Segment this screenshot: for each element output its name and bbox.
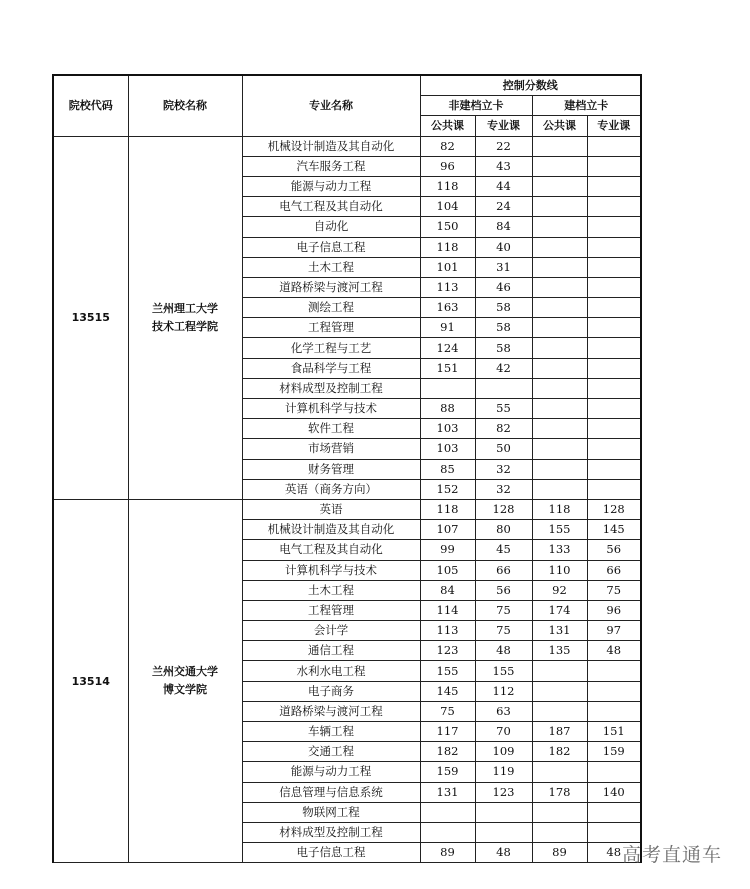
non-record-public-score: 99	[420, 540, 475, 560]
non-record-public-score: 75	[420, 701, 475, 721]
non-record-public-score: 114	[420, 600, 475, 620]
non-record-public-score: 150	[420, 217, 475, 237]
non-record-public-score: 118	[420, 176, 475, 196]
record-public-score: 118	[532, 499, 587, 519]
major-name: 市场营销	[242, 439, 420, 459]
major-name: 材料成型及控制工程	[242, 822, 420, 842]
non-record-professional-score: 40	[475, 237, 532, 257]
non-record-public-score: 91	[420, 318, 475, 338]
major-name: 车辆工程	[242, 722, 420, 742]
record-public-score	[532, 217, 587, 237]
non-record-public-score: 82	[420, 136, 475, 156]
non-record-professional-score: 50	[475, 439, 532, 459]
major-name: 物联网工程	[242, 802, 420, 822]
school-name	[128, 136, 242, 499]
non-record-public-score: 113	[420, 621, 475, 641]
record-public-score: 174	[532, 600, 587, 620]
non-record-professional-score: 70	[475, 722, 532, 742]
header-record: 建档立卡	[532, 96, 641, 116]
non-record-professional-score: 112	[475, 681, 532, 701]
record-professional-score	[587, 338, 641, 358]
school-name-line: 兰州交通大学	[152, 665, 218, 679]
non-record-professional-score: 42	[475, 358, 532, 378]
non-record-professional-score: 55	[475, 399, 532, 419]
non-record-professional-score: 32	[475, 479, 532, 499]
non-record-professional-score: 75	[475, 600, 532, 620]
major-name: 电气工程及其自动化	[242, 197, 420, 217]
record-public-score	[532, 257, 587, 277]
major-name: 计算机科学与技术	[242, 399, 420, 419]
record-public-score	[532, 318, 587, 338]
record-public-score: 89	[532, 843, 587, 863]
table-header	[53, 75, 641, 136]
major-name: 机械设计制造及其自动化	[242, 136, 420, 156]
record-public-score	[532, 822, 587, 842]
non-record-professional-score: 155	[475, 661, 532, 681]
non-record-public-score: 85	[420, 459, 475, 479]
major-name: 通信工程	[242, 641, 420, 661]
non-record-professional-score: 48	[475, 843, 532, 863]
record-professional-score: 48	[587, 843, 641, 863]
non-record-public-score: 118	[420, 499, 475, 519]
major-name: 土木工程	[242, 580, 420, 600]
record-professional-score	[587, 277, 641, 297]
record-professional-score: 145	[587, 520, 641, 540]
record-public-score	[532, 298, 587, 318]
non-record-professional-score: 58	[475, 318, 532, 338]
non-record-professional-score: 58	[475, 298, 532, 318]
non-record-public-score: 123	[420, 641, 475, 661]
header-control-score: 控制分数线	[420, 75, 641, 96]
non-record-professional-score	[475, 822, 532, 842]
major-name: 软件工程	[242, 419, 420, 439]
major-name: 汽车服务工程	[242, 156, 420, 176]
record-professional-score	[587, 762, 641, 782]
record-professional-score	[587, 217, 641, 237]
non-record-professional-score: 48	[475, 641, 532, 661]
record-professional-score: 56	[587, 540, 641, 560]
record-public-score	[532, 439, 587, 459]
record-professional-score: 66	[587, 560, 641, 580]
non-record-public-score: 113	[420, 277, 475, 297]
record-professional-score	[587, 701, 641, 721]
record-public-score: 182	[532, 742, 587, 762]
school-name-line: 博文学院	[163, 683, 207, 697]
non-record-public-score: 118	[420, 237, 475, 257]
record-professional-score: 96	[587, 600, 641, 620]
record-public-score	[532, 358, 587, 378]
non-record-professional-score	[475, 802, 532, 822]
non-record-professional-score: 56	[475, 580, 532, 600]
record-professional-score: 159	[587, 742, 641, 762]
record-professional-score	[587, 156, 641, 176]
major-name: 交通工程	[242, 742, 420, 762]
record-professional-score	[587, 257, 641, 277]
record-public-score	[532, 277, 587, 297]
major-name: 测绘工程	[242, 298, 420, 318]
non-record-professional-score: 24	[475, 197, 532, 217]
major-name: 化学工程与工艺	[242, 338, 420, 358]
non-record-public-score: 182	[420, 742, 475, 762]
non-record-professional-score: 32	[475, 459, 532, 479]
major-name: 材料成型及控制工程	[242, 378, 420, 398]
table-row	[53, 136, 641, 156]
non-record-public-score: 105	[420, 560, 475, 580]
non-record-professional-score: 123	[475, 782, 532, 802]
record-professional-score	[587, 661, 641, 681]
non-record-public-score: 107	[420, 520, 475, 540]
non-record-professional-score: 45	[475, 540, 532, 560]
record-public-score: 92	[532, 580, 587, 600]
non-record-professional-score: 82	[475, 419, 532, 439]
header-public-course: 公共课	[532, 116, 587, 136]
non-record-professional-score: 109	[475, 742, 532, 762]
non-record-public-score	[420, 378, 475, 398]
major-name: 食品科学与工程	[242, 358, 420, 378]
non-record-professional-score: 58	[475, 338, 532, 358]
record-professional-score	[587, 399, 641, 419]
major-name: 能源与动力工程	[242, 762, 420, 782]
record-public-score	[532, 459, 587, 479]
header-professional-course: 专业课	[475, 116, 532, 136]
record-public-score	[532, 661, 587, 681]
non-record-public-score: 103	[420, 439, 475, 459]
non-record-public-score: 84	[420, 580, 475, 600]
non-record-public-score: 145	[420, 681, 475, 701]
non-record-public-score	[420, 822, 475, 842]
record-professional-score	[587, 459, 641, 479]
score-table	[52, 74, 642, 863]
major-name: 水利水电工程	[242, 661, 420, 681]
major-name: 信息管理与信息系统	[242, 782, 420, 802]
major-name: 电气工程及其自动化	[242, 540, 420, 560]
record-professional-score	[587, 318, 641, 338]
record-public-score	[532, 176, 587, 196]
non-record-public-score: 163	[420, 298, 475, 318]
record-public-score: 110	[532, 560, 587, 580]
record-professional-score	[587, 197, 641, 217]
non-record-public-score: 117	[420, 722, 475, 742]
record-public-score	[532, 762, 587, 782]
non-record-public-score: 124	[420, 338, 475, 358]
non-record-professional-score: 119	[475, 762, 532, 782]
non-record-professional-score: 66	[475, 560, 532, 580]
record-public-score	[532, 237, 587, 257]
record-professional-score	[587, 358, 641, 378]
non-record-professional-score: 75	[475, 621, 532, 641]
non-record-public-score: 89	[420, 843, 475, 863]
major-name: 道路桥梁与渡河工程	[242, 701, 420, 721]
record-professional-score	[587, 802, 641, 822]
record-professional-score: 75	[587, 580, 641, 600]
major-name: 英语（商务方向）	[242, 479, 420, 499]
major-name: 计算机科学与技术	[242, 560, 420, 580]
non-record-professional-score: 128	[475, 499, 532, 519]
record-public-score: 178	[532, 782, 587, 802]
non-record-public-score: 96	[420, 156, 475, 176]
record-public-score	[532, 378, 587, 398]
major-name: 财务管理	[242, 459, 420, 479]
major-name: 工程管理	[242, 600, 420, 620]
record-public-score	[532, 338, 587, 358]
record-public-score	[532, 156, 587, 176]
record-public-score: 187	[532, 722, 587, 742]
record-public-score	[532, 197, 587, 217]
record-professional-score	[587, 176, 641, 196]
non-record-public-score: 88	[420, 399, 475, 419]
record-professional-score: 140	[587, 782, 641, 802]
record-public-score: 133	[532, 540, 587, 560]
record-professional-score: 48	[587, 641, 641, 661]
major-name: 电子信息工程	[242, 237, 420, 257]
header-professional-course: 专业课	[587, 116, 641, 136]
major-name: 自动化	[242, 217, 420, 237]
non-record-public-score: 104	[420, 197, 475, 217]
school-name-line: 技术工程学院	[152, 319, 218, 333]
school-name	[128, 499, 242, 862]
record-professional-score	[587, 419, 641, 439]
major-name: 工程管理	[242, 318, 420, 338]
record-public-score	[532, 479, 587, 499]
record-professional-score	[587, 681, 641, 701]
record-professional-score	[587, 439, 641, 459]
non-record-professional-score: 63	[475, 701, 532, 721]
non-record-professional-score: 44	[475, 176, 532, 196]
record-professional-score: 97	[587, 621, 641, 641]
record-professional-score	[587, 136, 641, 156]
school-code: 13515	[53, 136, 128, 499]
record-public-score: 131	[532, 621, 587, 641]
record-professional-score	[587, 479, 641, 499]
record-public-score	[532, 399, 587, 419]
non-record-professional-score	[475, 378, 532, 398]
header-non-record: 非建档立卡	[420, 96, 532, 116]
record-professional-score: 151	[587, 722, 641, 742]
non-record-public-score	[420, 802, 475, 822]
non-record-public-score: 152	[420, 479, 475, 499]
major-name: 道路桥梁与渡河工程	[242, 277, 420, 297]
non-record-professional-score: 46	[475, 277, 532, 297]
major-name: 土木工程	[242, 257, 420, 277]
non-record-professional-score: 43	[475, 156, 532, 176]
non-record-public-score: 103	[420, 419, 475, 439]
major-name: 机械设计制造及其自动化	[242, 520, 420, 540]
record-professional-score	[587, 237, 641, 257]
record-public-score: 135	[532, 641, 587, 661]
header-major-name: 专业名称	[242, 75, 420, 136]
record-public-score	[532, 419, 587, 439]
header-school-code: 院校代码	[53, 75, 128, 136]
major-name: 英语	[242, 499, 420, 519]
record-public-score: 155	[532, 520, 587, 540]
non-record-public-score: 151	[420, 358, 475, 378]
record-public-score	[532, 701, 587, 721]
non-record-public-score: 155	[420, 661, 475, 681]
record-public-score	[532, 802, 587, 822]
school-name-line: 兰州理工大学	[152, 301, 218, 315]
table-row	[53, 499, 641, 519]
non-record-public-score: 101	[420, 257, 475, 277]
record-professional-score	[587, 298, 641, 318]
major-name: 能源与动力工程	[242, 176, 420, 196]
non-record-public-score: 131	[420, 782, 475, 802]
major-name: 会计学	[242, 621, 420, 641]
non-record-professional-score: 80	[475, 520, 532, 540]
record-public-score	[532, 681, 587, 701]
major-name: 电子信息工程	[242, 843, 420, 863]
watermark: 高考直通车	[621, 844, 722, 866]
school-code: 13514	[53, 499, 128, 862]
header-school-name: 院校名称	[128, 75, 242, 136]
non-record-professional-score: 31	[475, 257, 532, 277]
record-professional-score	[587, 378, 641, 398]
major-name: 电子商务	[242, 681, 420, 701]
non-record-professional-score: 22	[475, 136, 532, 156]
table-body	[53, 136, 641, 863]
record-public-score	[532, 136, 587, 156]
non-record-public-score: 159	[420, 762, 475, 782]
header-public-course: 公共课	[420, 116, 475, 136]
non-record-professional-score: 84	[475, 217, 532, 237]
record-professional-score: 128	[587, 499, 641, 519]
